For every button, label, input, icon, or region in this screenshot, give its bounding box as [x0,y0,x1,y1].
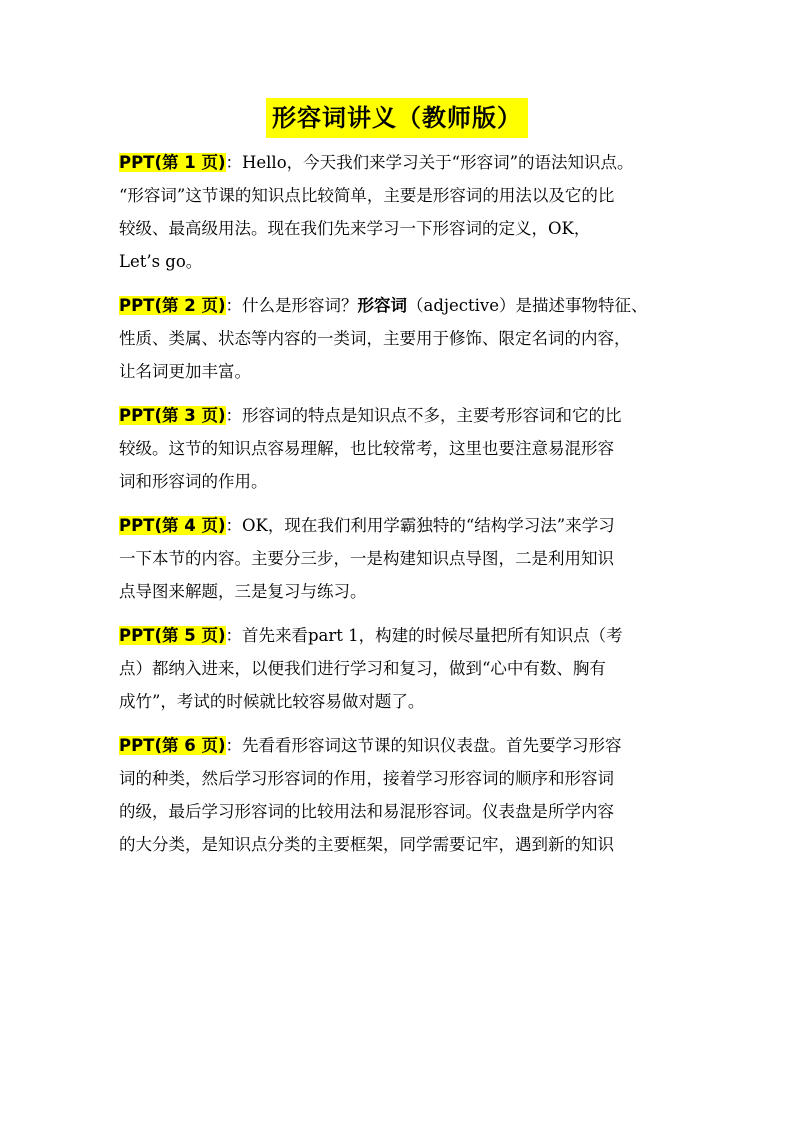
text-segment: 点导图来解题，三是复习与练习。 [119,582,367,601]
text-segment: ：OK，现在我们利用学霸独特的“结构学习法”来学习 [225,516,615,535]
text-line [119,828,679,861]
text-line [119,465,679,498]
ppt-page-tag: PPT(第 5 页) [119,626,226,645]
text-line [119,212,679,245]
paragraph-ppt-1 [119,146,679,278]
text-line [119,245,679,278]
ppt-page-tag: PPT(第 6 页) [119,736,226,755]
text-segment: 一下本节的内容。主要分三步，一是构建知识点导图，二是利用知识 [119,549,614,568]
text-line [119,729,679,762]
text-line [119,179,679,212]
text-line [119,355,679,388]
text-segment: 较级。这节的知识点容易理解，也比较常考，这里也要注意易混形容 [119,439,614,458]
text-segment: 的大分类，是知识点分类的主要框架，同学需要记牢，遇到新的知识 [119,835,614,854]
text-segment: “形容词”这节课的知识点比较简单，主要是形容词的用法以及它的比 [119,186,615,205]
text-segment: 词的种类，然后学习形容词的作用，接着学习形容词的顺序和形容词 [119,769,614,788]
text-segment: 让名词更加丰富。 [119,362,251,381]
text-segment: ：Hello，今天我们来学习关于“形容词”的语法知识点。 [225,153,634,172]
text-segment: 较级、最高级用法。现在我们先来学习一下形容词的定义，OK， [119,219,591,238]
text-segment: 点）都纳入进来，以便我们进行学习和复习，做到“心中有数、胸有 [119,659,606,678]
text-segment: 的级，最后学习形容词的比较用法和易混形容词。仪表盘是所学内容 [119,802,614,821]
ppt-page-tag: PPT(第 4 页) [119,516,226,535]
text-line [119,762,679,795]
bold-term: 形容词 [357,296,407,315]
text-segment: 成竹”，考试的时候就比较容易做对题了。 [119,692,425,711]
text-segment: ：形容词的特点是知识点不多，主要考形容词和它的比 [225,406,622,425]
title-wrap [0,98,794,138]
text-line [119,322,679,355]
text-line [119,289,679,322]
text-segment: ：首先来看part 1，构建的时候尽量把所有知识点（考 [225,626,623,645]
text-segment: （adjective）是描述事物特征、 [407,296,648,315]
ppt-page-tag: PPT(第 3 页) [119,406,226,425]
text-line [119,432,679,465]
text-line [119,399,679,432]
text-line [119,795,679,828]
paragraph-ppt-3 [119,399,679,498]
text-line [119,509,679,542]
paragraph-ppt-2 [119,289,679,388]
text-segment: ：先看看形容词这节课的知识仪表盘。首先要学习形容 [225,736,622,755]
paragraph-ppt-4 [119,509,679,608]
text-line [119,652,679,685]
text-segment: ：什么是形容词？ [225,296,358,315]
text-line [119,619,679,652]
text-segment: 词和形容词的作用。 [119,472,268,491]
page-title: 形容词讲义（教师版） [266,98,528,138]
text-line [119,575,679,608]
paragraph-ppt-5 [119,619,679,718]
text-line [119,146,679,179]
text-line [119,542,679,575]
document-body [119,146,679,872]
text-segment: 性质、类属、状态等内容的一类词，主要用于修饰、限定名词的内容， [119,329,631,348]
paragraph-ppt-6 [119,729,679,861]
text-segment: Let’s go。 [119,252,203,271]
text-line [119,685,679,718]
ppt-page-tag: PPT(第 1 页) [119,153,226,172]
ppt-page-tag: PPT(第 2 页) [119,296,226,315]
